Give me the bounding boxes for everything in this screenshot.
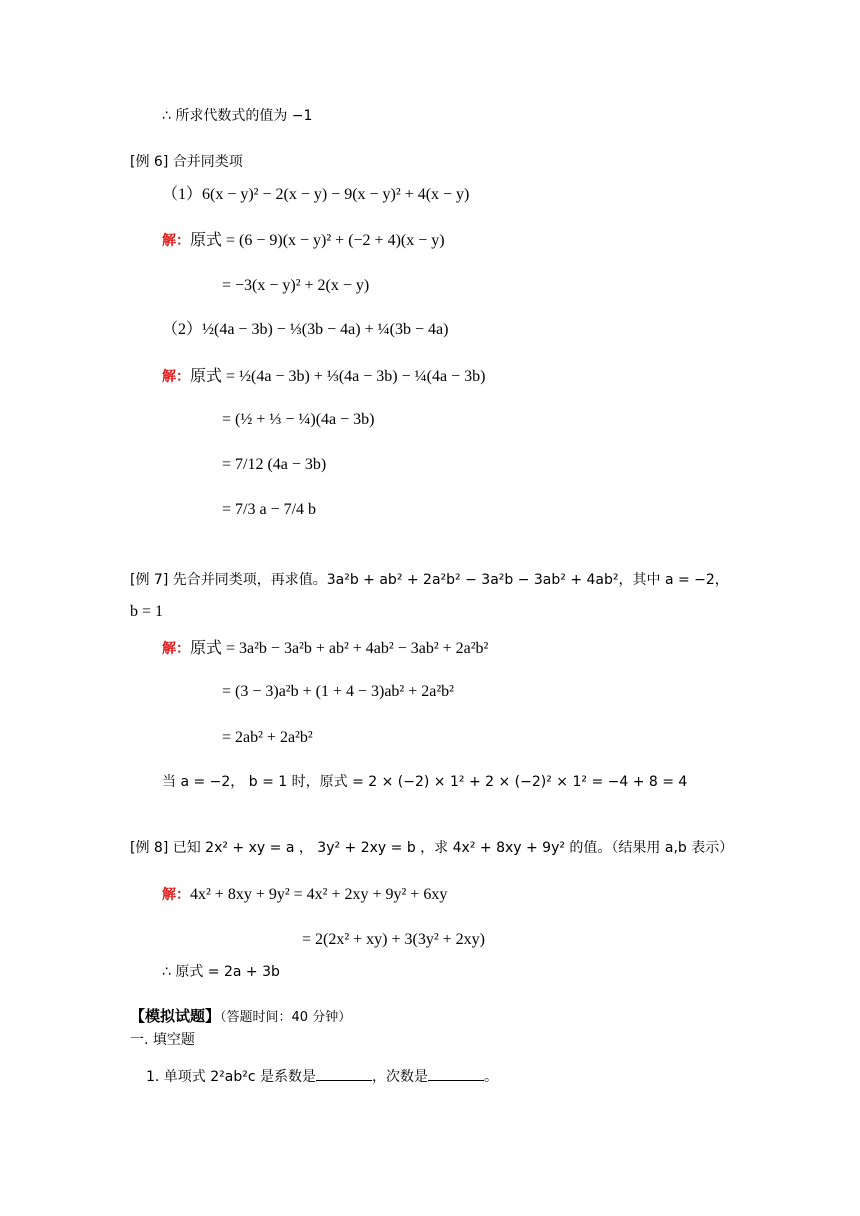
example-7-evaluation: 当 a = −2， b = 1 时，原式 = 2 × (−2) × 1² + 2 × (−2)² × 1² = −4 + 8 = 4 xyxy=(162,774,688,790)
solution-label: 解： xyxy=(162,887,190,903)
example-6-solution-2-step-2: = (½ + ⅓ − ¼)(4a − 3b) xyxy=(222,411,375,428)
example-6-problem-2: （2）½(4a − 3b) − ⅓(3b − 4a) + ¼(3b − 4a) xyxy=(162,321,449,338)
example-8-solution-step-2: = 2(2x² + xy) + 3(3y² + 2xy) xyxy=(302,931,485,948)
fill-in-section-heading: 一. 填空题 xyxy=(130,1032,195,1048)
example-7-solution-step-3: = 2ab² + 2a²b² xyxy=(222,729,313,746)
answer-blank-degree[interactable] xyxy=(428,1066,484,1081)
question-1 xyxy=(146,1066,498,1087)
example-7-heading: [例 7] 先合并同类项，再求值。3a²b + ab² + 2a²b² − 3a²b − 3ab² + 4ab²，其中 a = −2， xyxy=(130,572,729,588)
question-1-end: 。 xyxy=(484,1069,499,1085)
solution-step: 原式 = (6 − 9)(x − y)² + (−2 + 4)(x − y) xyxy=(190,232,445,249)
practice-time: （答题时间：40 分钟） xyxy=(220,1010,352,1025)
example-6-solution-1-step-2: = −3(x − y)² + 2(x − y) xyxy=(222,277,370,294)
question-1-text: 1. 单项式 2²ab²c 是系数是 xyxy=(146,1069,317,1085)
solution-label: 解： xyxy=(162,641,190,657)
solution-label: 解： xyxy=(162,233,190,249)
question-1-text-2: ，次数是 xyxy=(372,1069,429,1085)
solution-step: 4x² + 8xy + 9y² = 4x² + 2xy + 9y² + 6xy xyxy=(190,886,448,903)
example-6-problem-1: （1）6(x − y)² − 2(x − y) − 9(x − y)² + 4(x − y) xyxy=(162,186,470,203)
practice-title: 【模拟试题】 xyxy=(130,1007,221,1025)
solution-label: 解： xyxy=(162,369,190,385)
example-8-solution xyxy=(162,884,447,905)
example-8-conclusion: ∴ 原式 = 2a + 3b xyxy=(162,964,280,980)
example-7-solution-step-2: = (3 − 3)a²b + (1 + 4 − 3)ab² + 2a²b² xyxy=(222,683,454,700)
solution-step: 原式 = ½(4a − 3b) + ⅓(4a − 3b) − ¼(4a − 3b) xyxy=(190,368,486,385)
conclusion-line-1: ∴ 所求代数式的值为 −1 xyxy=(162,108,313,124)
example-6-solution-2-step-4: = 7/3 a − 7/4 b xyxy=(222,501,317,518)
example-6-heading: [例 6] 合并同类项 xyxy=(130,154,243,170)
example-6-solution-1 xyxy=(162,230,445,251)
solution-step: 原式 = 3a²b − 3a²b + ab² + 4ab² − 3ab² + 2a²b² xyxy=(190,640,489,657)
example-6-solution-2 xyxy=(162,366,485,387)
answer-blank-coefficient[interactable] xyxy=(316,1066,372,1081)
example-7-heading-cont: b = 1 xyxy=(130,603,164,620)
example-7-solution xyxy=(162,638,488,659)
practice-section-title xyxy=(130,1006,351,1028)
example-6-solution-2-step-3: = 7/12 (4a − 3b) xyxy=(222,456,327,473)
example-8-heading: [例 8] 已知 2x² + xy = a ， 3y² + 2xy = b ，求 4x² + 8xy + 9y² 的值。（结果用 a,b 表示） xyxy=(130,840,734,856)
